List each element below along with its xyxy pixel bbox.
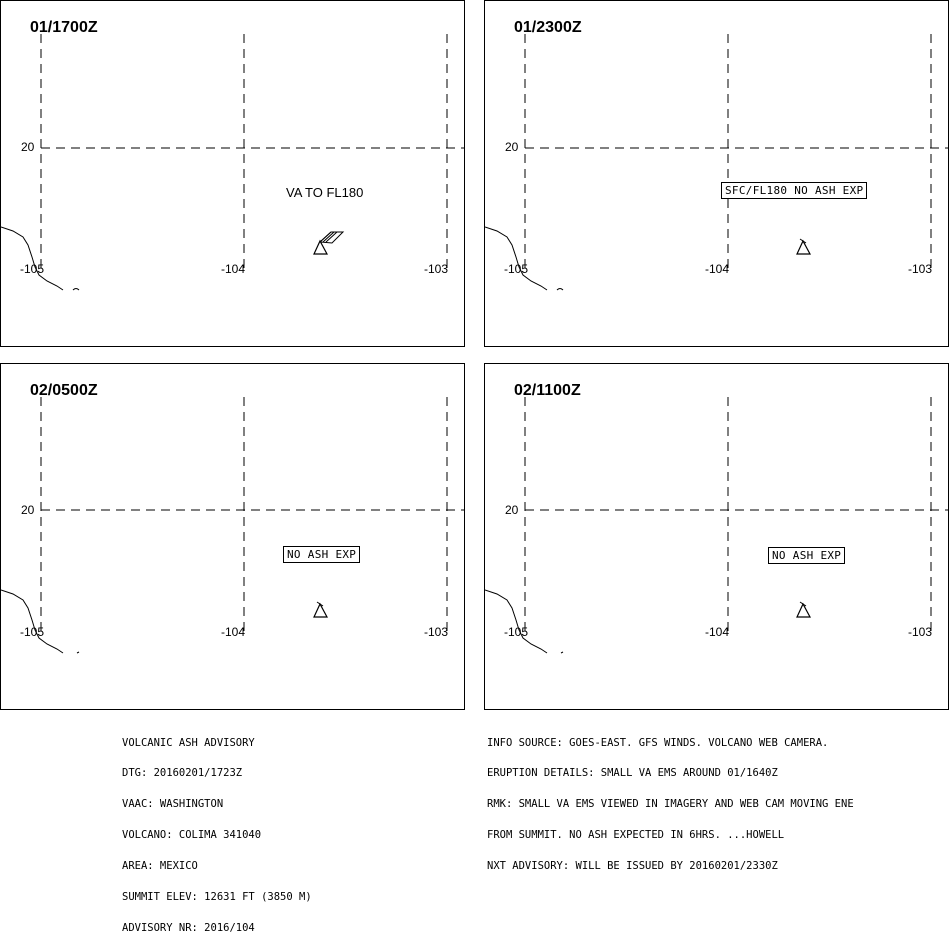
volcano-triangle-icon [314, 241, 327, 254]
lon-label-104: -104 [221, 625, 246, 639]
lon-label-105: -105 [504, 262, 529, 276]
lon-label-103: -103 [908, 262, 933, 276]
lon-label-103: -103 [908, 625, 933, 639]
advisory-line: DTG: 20160201/1723Z [122, 767, 243, 780]
lon-label-104: -104 [705, 262, 730, 276]
ash-label: SFC/FL180 NO ASH EXP [721, 182, 867, 199]
lat-label-20: 20 [505, 503, 519, 517]
lon-label-103: -103 [424, 625, 449, 639]
map-canvas [485, 1, 949, 347]
forecast-panel-2 [0, 363, 465, 710]
advisory-line: AREA: MEXICO [122, 860, 198, 873]
lat-label-20: 20 [21, 503, 35, 517]
forecast-time: 02/0500Z [30, 382, 98, 399]
lon-label-104: -104 [705, 625, 730, 639]
map-canvas [1, 364, 465, 710]
forecast-panel-3 [484, 363, 949, 710]
lat-label-20: 20 [505, 140, 519, 154]
advisory-line: VAAC: WASHINGTON [122, 798, 224, 811]
advisory-line: VOLCANIC ASH ADVISORY [122, 736, 255, 749]
forecast-time: 02/1100Z [514, 382, 581, 399]
map-canvas [1, 1, 465, 347]
volcano-triangle-icon [797, 602, 810, 617]
ash-label: NO ASH EXP [283, 546, 360, 563]
ash-label: NO ASH EXP [768, 547, 845, 564]
remarks-line: ERUPTION DETAILS: SMALL VA EMS AROUND 01/1640Z [487, 767, 778, 780]
lat-label-20: 20 [21, 140, 35, 154]
remarks-line: INFO SOURCE: GOES-EAST. GFS WINDS. VOLCANO WEB CAMERA. [487, 736, 829, 749]
coastline [485, 227, 547, 290]
coastline [485, 590, 547, 653]
coastline [1, 590, 63, 653]
lon-label-103: -103 [424, 262, 449, 276]
forecast-panel-0 [0, 0, 465, 347]
ash-label: VA TO FL180 [286, 185, 364, 200]
advisory-header [122, 717, 312, 944]
advisory-line: ADVISORY NR: 2016/104 [122, 921, 255, 934]
lon-label-104: -104 [221, 262, 246, 276]
forecast-time: 01/2300Z [514, 19, 582, 36]
volcano-triangle-icon [797, 239, 810, 254]
advisory-line: SUMMIT ELEV: 12631 FT (3850 M) [122, 891, 312, 904]
lon-label-105: -105 [20, 262, 45, 276]
lon-label-105: -105 [504, 625, 529, 639]
advisory-line: VOLCANO: COLIMA 341040 [122, 829, 262, 842]
advisory-remarks [487, 717, 854, 882]
coastline [1, 227, 63, 290]
forecast-panel-1 [484, 0, 949, 347]
map-canvas [485, 364, 949, 710]
remarks-line: NXT ADVISORY: WILL BE ISSUED BY 20160201/2330Z [487, 860, 778, 873]
forecast-time: 01/1700Z [30, 19, 98, 36]
remarks-line: RMK: SMALL VA EMS VIEWED IN IMAGERY AND WEB CAM MOVING ENE [487, 798, 854, 811]
volcano-triangle-icon [314, 602, 327, 617]
lon-label-105: -105 [20, 625, 45, 639]
remarks-line: FROM SUMMIT. NO ASH EXPECTED IN 6HRS. ...HOWELL [487, 829, 785, 842]
